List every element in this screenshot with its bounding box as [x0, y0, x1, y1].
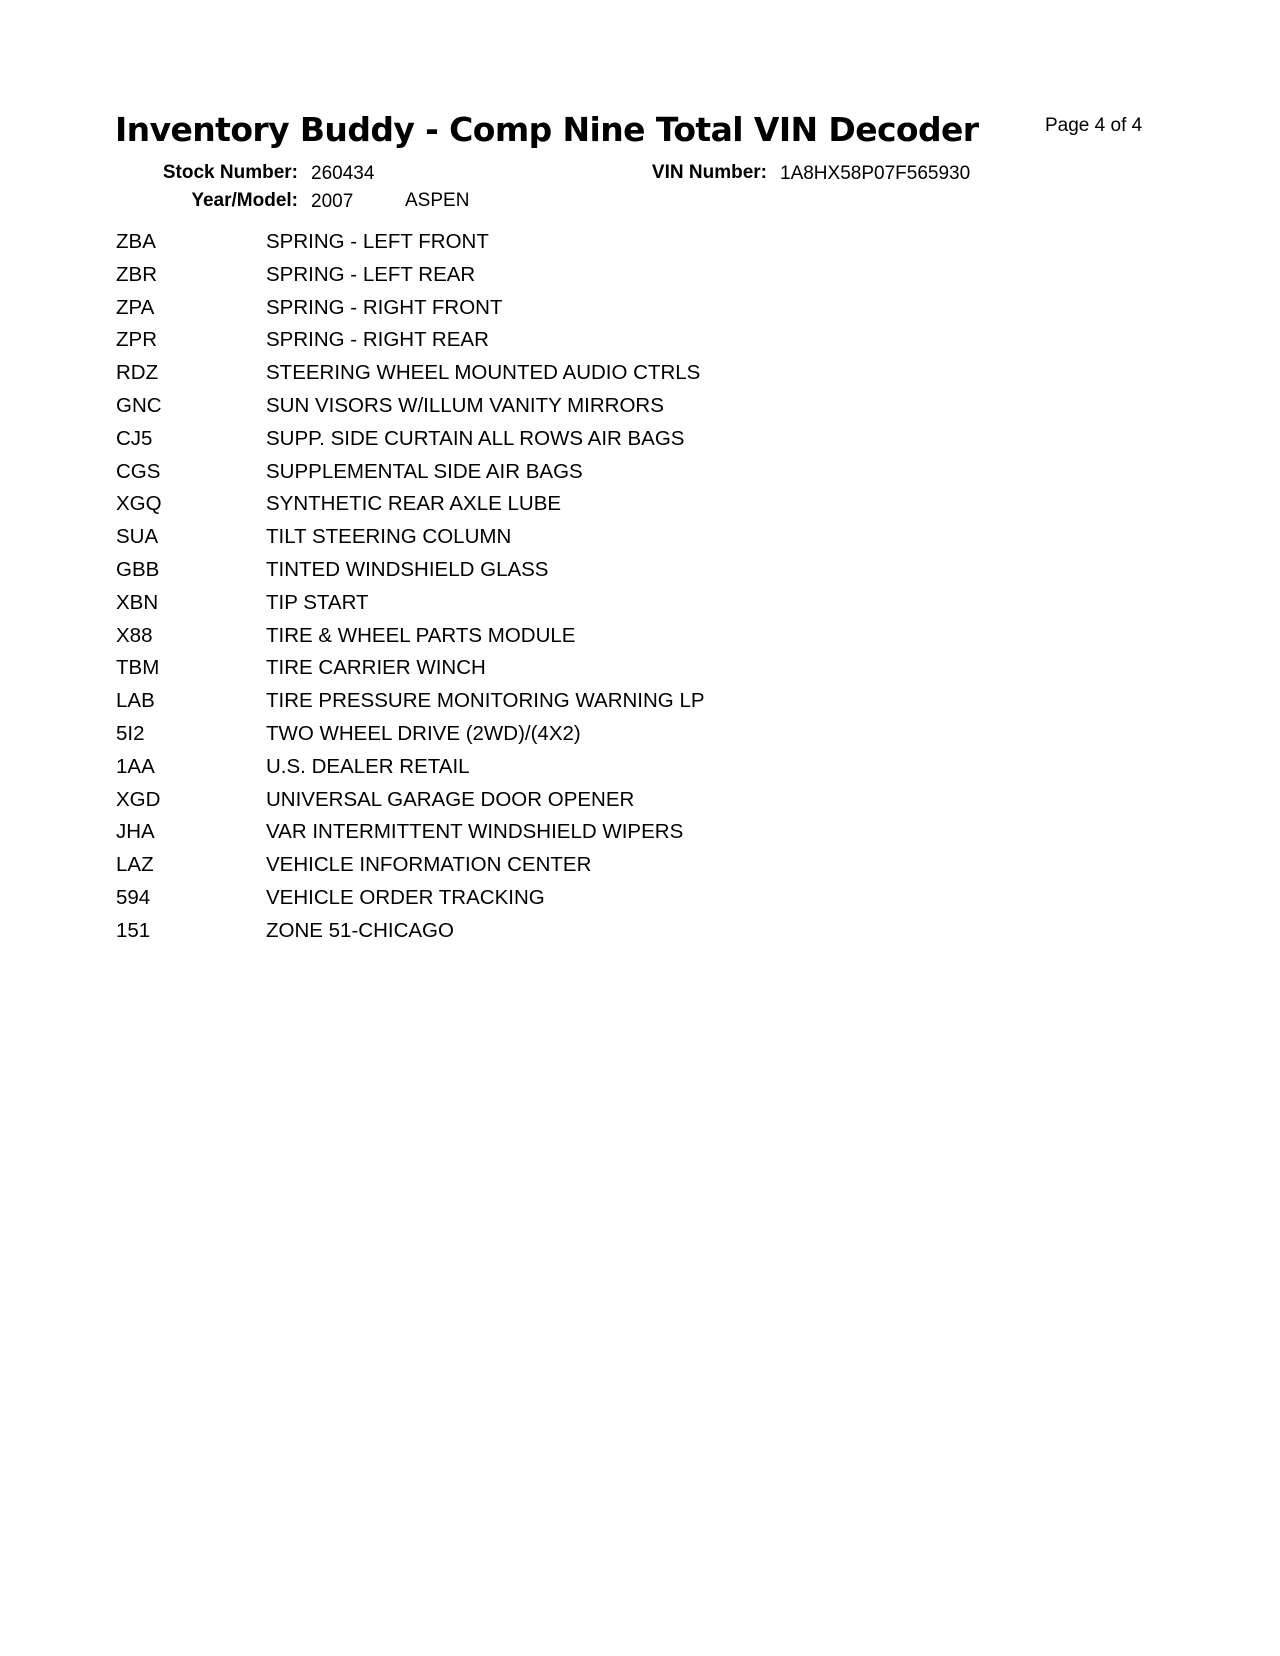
page-indicator: Page 4 of 4 — [1045, 115, 1143, 136]
option-row — [116, 624, 1016, 657]
option-code: LAB — [116, 689, 155, 713]
option-code: XBN — [116, 590, 159, 614]
option-row — [116, 656, 1016, 689]
option-row — [116, 460, 1016, 493]
option-row — [116, 722, 1016, 755]
option-code: GBB — [116, 557, 160, 581]
option-row — [116, 689, 1016, 722]
option-code: X88 — [116, 623, 153, 647]
option-row — [116, 919, 1016, 952]
year-value: 2007 — [311, 191, 354, 212]
option-row — [116, 328, 1016, 361]
option-row — [116, 525, 1016, 558]
option-code: RDZ — [116, 361, 159, 385]
option-code: ZBR — [116, 262, 157, 286]
option-code: 594 — [116, 885, 151, 909]
option-description: TILT STEERING COLUMN — [266, 525, 512, 549]
option-description: VEHICLE ORDER TRACKING — [266, 885, 545, 909]
model-value: ASPEN — [405, 190, 470, 211]
option-row — [116, 394, 1016, 427]
option-row — [116, 820, 1016, 853]
option-description: TIRE CARRIER WINCH — [266, 656, 486, 680]
option-description: ZONE 51-CHICAGO — [266, 918, 454, 942]
option-description: TWO WHEEL DRIVE (2WD)/(4X2) — [266, 721, 581, 745]
option-description: SYNTHETIC REAR AXLE LUBE — [266, 492, 562, 516]
report-title: Inventory Buddy - Comp Nine Total VIN Decoder — [115, 110, 979, 149]
option-row — [116, 755, 1016, 788]
option-code: CJ5 — [116, 426, 153, 450]
option-row — [116, 788, 1016, 821]
option-row — [116, 886, 1016, 919]
option-row — [116, 296, 1016, 329]
option-code: 151 — [116, 918, 151, 942]
option-row — [116, 361, 1016, 394]
option-code: LAZ — [116, 853, 154, 877]
vin-number-label: VIN Number: — [651, 162, 767, 183]
option-code: XGD — [116, 787, 161, 811]
option-code: JHA — [116, 820, 155, 844]
option-row — [116, 427, 1016, 460]
option-code: CGS — [116, 459, 161, 483]
stock-number-value: 260434 — [311, 163, 375, 184]
option-description: VAR INTERMITTENT WINDSHIELD WIPERS — [266, 820, 684, 844]
option-description: TINTED WINDSHIELD GLASS — [266, 557, 549, 581]
option-row — [116, 230, 1016, 263]
option-code-list — [116, 230, 1016, 952]
option-code: GNC — [116, 393, 162, 417]
vin-number-value: 1A8HX58P07F565930 — [780, 163, 971, 184]
option-description: TIP START — [266, 590, 369, 614]
option-code: 5I2 — [116, 721, 145, 745]
option-code: TBM — [116, 656, 160, 680]
option-code: XGQ — [116, 492, 162, 516]
option-code: ZPA — [116, 295, 155, 319]
option-code: ZPR — [116, 328, 157, 352]
option-description: TIRE & WHEEL PARTS MODULE — [266, 623, 576, 647]
option-code: ZBA — [116, 230, 156, 253]
option-description: SPRING - RIGHT FRONT — [266, 295, 503, 319]
option-row — [116, 853, 1016, 886]
option-description: U.S. DEALER RETAIL — [266, 754, 470, 778]
stock-number-label: Stock Number: — [162, 162, 298, 183]
option-description: UNIVERSAL GARAGE DOOR OPENER — [266, 787, 635, 811]
option-row — [116, 558, 1016, 591]
option-description: STEERING WHEEL MOUNTED AUDIO CTRLS — [266, 361, 701, 385]
option-code: SUA — [116, 525, 159, 549]
option-row — [116, 263, 1016, 296]
option-description: SPRING - LEFT REAR — [266, 262, 476, 286]
option-description: VEHICLE INFORMATION CENTER — [266, 853, 592, 877]
option-code: 1AA — [116, 754, 155, 778]
year-model-label: Year/Model: — [191, 190, 298, 211]
option-row — [116, 492, 1016, 525]
option-description: SUPP. SIDE CURTAIN ALL ROWS AIR BAGS — [266, 426, 685, 450]
option-description: TIRE PRESSURE MONITORING WARNING LP — [266, 689, 705, 713]
option-description: SUN VISORS W/ILLUM VANITY MIRRORS — [266, 393, 664, 417]
option-description: SPRING - LEFT FRONT — [266, 230, 489, 253]
option-row — [116, 591, 1016, 624]
option-description: SPRING - RIGHT REAR — [266, 328, 489, 352]
option-description: SUPPLEMENTAL SIDE AIR BAGS — [266, 459, 583, 483]
